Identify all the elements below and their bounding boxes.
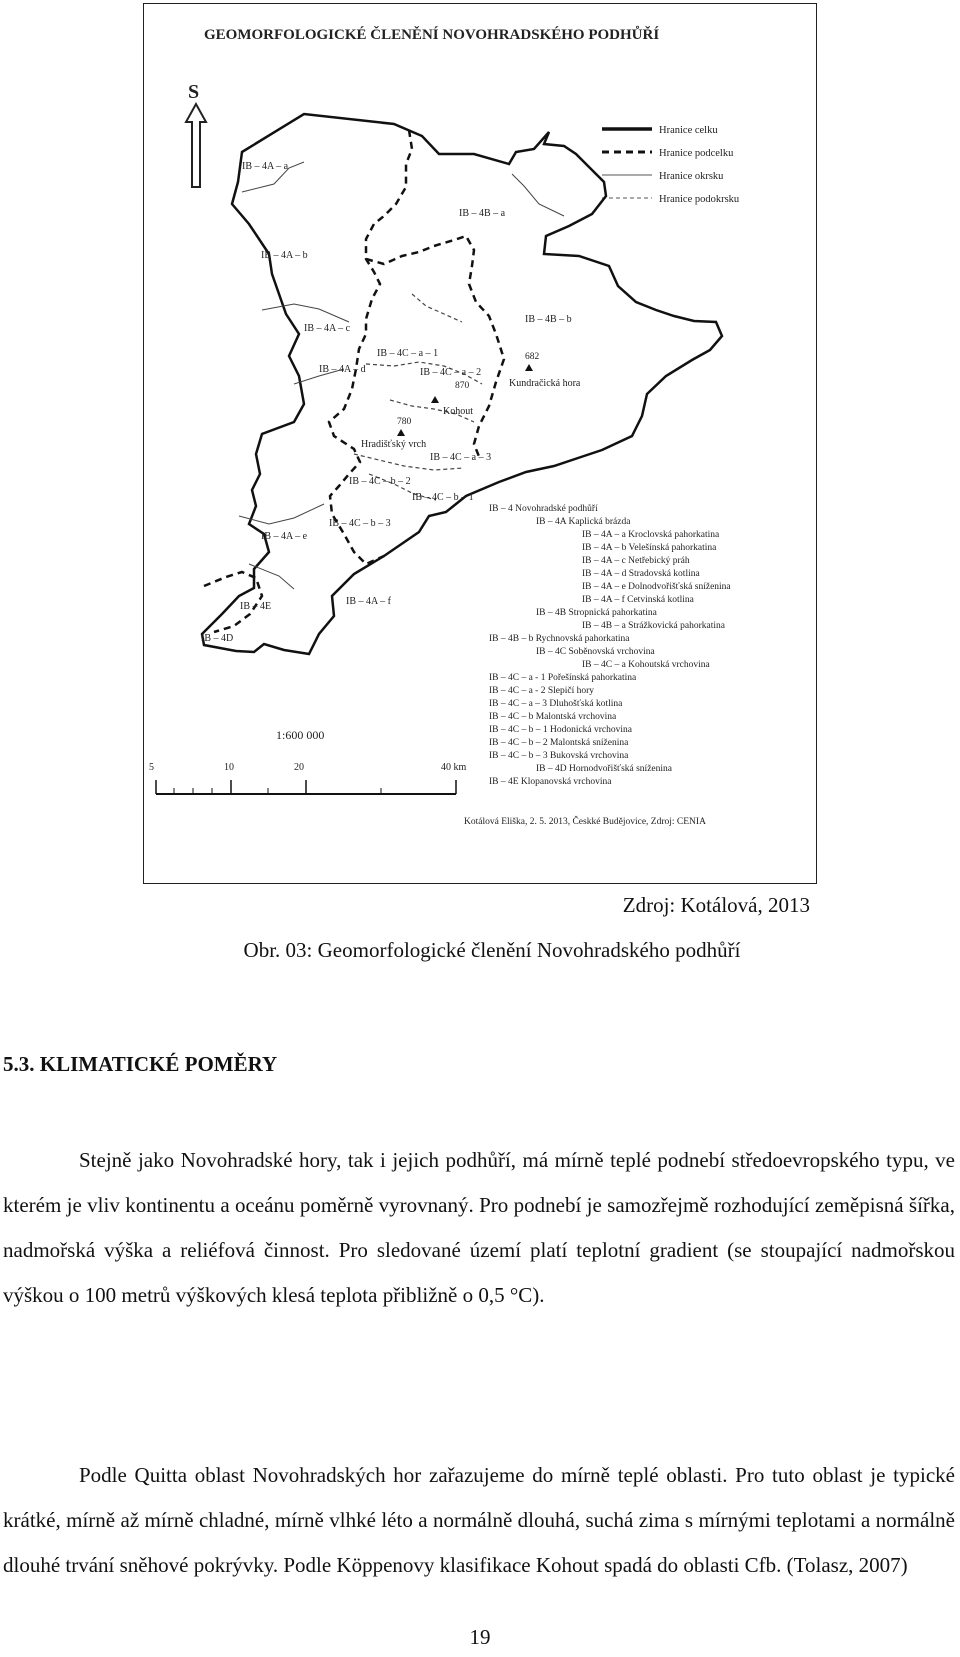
region-label: IB – 4B – b: [525, 314, 572, 325]
region-label: IB – 4A – f: [346, 596, 391, 607]
map-title: GEOMORFOLOGICKÉ ČLENĚNÍ NOVOHRADSKÉHO PODHŮŘÍ: [204, 27, 660, 43]
map-canvas: [144, 4, 815, 882]
key-item: IB – 4B – b Rychnovská pahorkatina: [489, 634, 630, 644]
north-letter: S: [188, 81, 200, 103]
key-item: IB – 4C – b – 2 Malontská sníženina: [489, 738, 629, 748]
scale-tick-label: 40 km: [441, 762, 467, 773]
legend-item: Hranice celku: [659, 125, 718, 136]
region-label: IB – 4C – b – 3: [329, 518, 391, 529]
region-label: IB – 4A – b: [261, 250, 308, 261]
key-item: IB – 4A – e Dolnodvořišťská sníženina: [582, 582, 731, 592]
key-item: IB – 4A – a Kroclovská pahorkatina: [582, 530, 720, 540]
paragraph-text: Stejně jako Novohradské hory, tak i jejich podhůří, má mírně teplé podnebí středoevropského typu, ve kterém je vliv kontinentu a oceánu poměrně vyrovnaný. Pro podnebí je samozřejmě rozhodující zeměpisná šířka, nadmořská výška a reliéfová činnost. Pro sledované území platí teplotní gradient (se stoupající nadmořskou výškou o 100 metrů výškových klesá teplota přibližně o 0,5 °C).: [3, 1148, 955, 1307]
key-item: IB – 4D Hornodvořišťská sníženina: [536, 764, 672, 774]
page-number: 19: [469, 1625, 491, 1649]
peak-elevation: 780: [397, 417, 412, 427]
key-item: IB – 4 Novohradské podhůří: [489, 504, 598, 514]
scale-tick-label: 5: [149, 762, 154, 773]
region-label: IB – 4A – c: [304, 323, 351, 334]
paragraph: [3, 1453, 955, 1588]
key-item: IB – 4A – b Velešínská pahorkatina: [582, 543, 717, 553]
region-label: IB – 4C – a – 3: [430, 452, 492, 463]
region-label: IB – 4C – a – 2: [420, 367, 482, 378]
peak-triangle-icon: [431, 396, 439, 403]
legend-item: Hranice podokrsku: [659, 194, 740, 205]
peak-682: [509, 352, 581, 389]
peak-name: Kundračická hora: [509, 378, 581, 389]
peak-elevation: 870: [455, 381, 470, 391]
region-label: IB – 4E: [240, 601, 272, 612]
district-boundary: [239, 162, 564, 589]
region-label: IB – 4A – d: [319, 364, 366, 375]
scale-tick-label: 20: [294, 762, 304, 773]
key-item: IB – 4C – a Kohoutská vrchovina: [582, 660, 710, 670]
key-item: IB – 4C – b Malontská vrchovina: [489, 712, 617, 722]
region-label: IB – 4D: [201, 633, 234, 644]
key-item: IB – 4C – b – 1 Hodonická vrchovina: [489, 725, 633, 735]
peak-780: [361, 417, 426, 450]
peak-triangle-icon: [397, 429, 405, 436]
legend-item: Hranice podcelku: [659, 148, 734, 159]
key-item: IB – 4C – a - 1 Pořešínská pahorkatina: [489, 673, 637, 683]
key-item: IB – 4A – f Cetvinská kotlina: [582, 595, 694, 605]
region-label: IB – 4A – a: [242, 161, 289, 172]
key-item: IB – 4C – b – 3 Bukovská vrchovina: [489, 751, 629, 761]
region-label: IB – 4C – b – 2: [349, 476, 411, 487]
peak-name: Kohout: [443, 406, 473, 417]
scale-ratio: 1:600 000: [276, 728, 325, 742]
key-item: IB – 4A – c Netřebický práh: [582, 556, 690, 566]
map-figure: [143, 3, 817, 884]
peak-elevation: 682: [525, 352, 540, 362]
region-label: IB – 4B – a: [459, 208, 506, 219]
region-label: IB – 4A – e: [261, 531, 308, 542]
peak-870: [431, 381, 473, 417]
key-item: IB – 4C Soběnovská vrchovina: [536, 647, 655, 657]
subdistrict-boundary: [354, 294, 482, 500]
key-item: IB – 4C – a – 3 Dluhošťská kotlina: [489, 699, 623, 709]
region-label: IB – 4C – a – 1: [377, 348, 439, 359]
scale-tick-label: 10: [224, 762, 234, 773]
paragraph: [3, 1138, 955, 1318]
key-item: IB – 4B Stropnická pahorkatina: [536, 608, 657, 618]
key-item: IB – 4E Klopanovská vrchovina: [489, 777, 612, 787]
figure-caption: Obr. 03: Geomorfologické členění Novohradského podhůří: [243, 938, 741, 962]
key-item: IB – 4B – a Strážkovická pahorkatina: [582, 621, 725, 631]
region-label: IB – 4C – b – 1: [412, 492, 474, 503]
map-key-list: [489, 503, 731, 787]
map-credit: Kotálová Eliška, 2. 5. 2013, Českké Budějovice, Zdroj: CENIA: [464, 817, 706, 827]
scale-bar: [149, 762, 467, 794]
key-item: IB – 4C – a - 2 Slepičí hory: [489, 686, 595, 696]
key-item: IB – 4A Kaplická brázda: [536, 517, 631, 527]
paragraph-text: Podle Quitta oblast Novohradských hor zařazujeme do mírně teplé oblasti. Pro tuto oblast je typické krátké, mírně až mírně chladné, mírně vlhké léto a normálně dlouhá, suchá zima s mírnými teplotami a normálně dlouhé trvání sněhové pokrývky. Podle Köppenovy klasifikace Kohout spadá do oblasti Cfb. (Tolasz, 2007): [3, 1463, 955, 1577]
map-legend: [602, 125, 740, 205]
legend-item: Hranice okrsku: [659, 171, 724, 182]
figure-source: Zdroj: Kotálová, 2013: [622, 893, 810, 917]
section-heading: 5.3. KLIMATICKÉ POMĚRY: [3, 1052, 278, 1076]
north-arrow-icon: [186, 81, 206, 187]
key-item: IB – 4A – d Stradovská kotlina: [582, 569, 700, 579]
subunit-boundary: [329, 130, 412, 564]
peak-triangle-icon: [525, 364, 533, 371]
peak-name: Hradišťský vrch: [361, 439, 427, 450]
